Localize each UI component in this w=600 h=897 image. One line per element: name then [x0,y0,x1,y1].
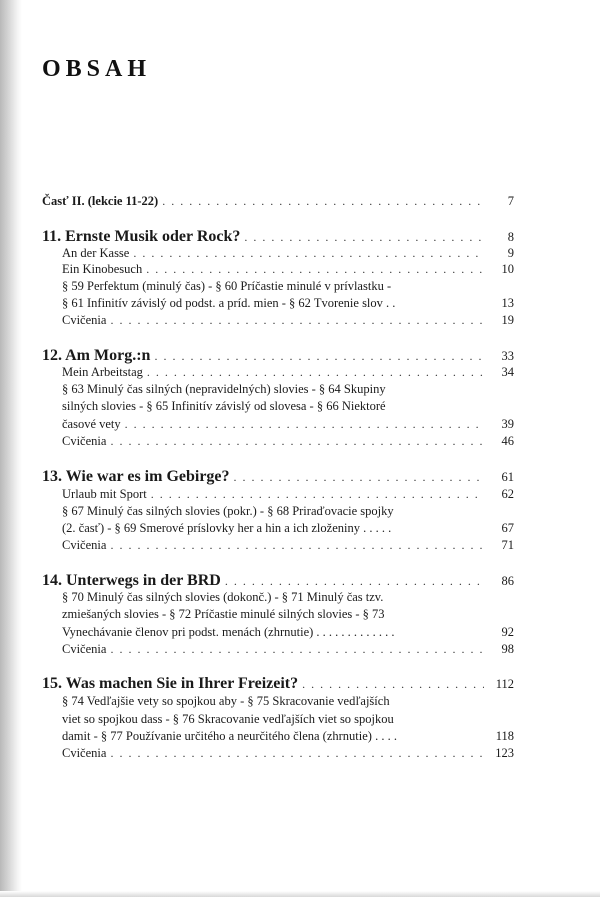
chapter-heading: 15. Was machen Sie in Ihrer Freizeit? [42,675,299,692]
dot-leader [110,433,484,449]
toc-page-number: 123 [495,746,514,760]
toc-page-number: 112 [495,677,514,691]
toc-page-number: 62 [501,487,514,501]
toc-entry-text-line[interactable]: § 70 Minulý čas silných slovies (dokonč.) - § 71 Minulý čas tzv. [62,590,384,604]
chapter-heading: 11. Ernste Musik oder Rock? [42,228,241,245]
toc-entry-label: Ein Kinobesuch [62,262,143,276]
dot-leader [302,674,484,694]
toc-entry-label: damit - § 77 Používanie určitého a neurčitého člena (zhrnutie) . . . . [62,729,397,743]
toc-entry-label: An der Kasse [62,246,130,260]
toc-entry-text-line[interactable]: § 67 Minulý čas silných slovies (pokr.) - § 68 Priraďovacie spojky [62,504,394,518]
toc-entry-text-line[interactable]: § 74 Vedľajšie vety so spojkou aby - § 75 Skracovanie vedľajších [62,694,390,708]
dot-leader [125,416,484,432]
toc-entry[interactable] [62,295,514,311]
toc-page-number: 19 [501,313,514,327]
toc-entry-text-line[interactable]: viet so spojkou dass - § 76 Skracovanie vedľajších viet so spojkou [62,712,394,726]
toc-part-label: Časť II. (lekcie 11-22) [42,194,159,208]
dot-leader [146,261,484,277]
toc-entry-label: (2. časť) - § 69 Smerové príslovky her a hin a ich zloženiny . . . . . [62,521,392,535]
toc-chapter-14[interactable] [42,571,514,591]
dot-leader [234,467,484,487]
toc-entry-text-line[interactable]: zmiešaných slovies - § 72 Príčastie minulé silných slovies - § 73 [62,607,385,621]
toc-entry-label: Urlaub mit Sport [62,487,147,501]
toc-page-number: 46 [501,434,514,448]
dot-leader [110,745,484,761]
toc-chapter-13[interactable] [42,467,514,487]
toc-page-number: 118 [495,729,514,743]
toc-page-number: 10 [501,262,514,276]
toc-entry-label: časové vety [62,417,121,431]
dot-leader [225,571,484,591]
toc-page-number: 86 [501,574,514,588]
toc-page-number: 34 [501,365,514,379]
toc-entry[interactable] [62,364,514,380]
toc-page-number: 13 [501,296,514,310]
dot-leader [110,537,484,553]
toc-entry[interactable] [62,520,514,536]
toc-entry[interactable] [62,486,514,502]
toc-part-entry[interactable] [42,193,514,209]
chapter-heading: 12. Am Morg.:n [42,347,151,364]
toc-entry[interactable] [62,537,514,553]
toc-page-number: 39 [501,417,514,431]
dot-leader [133,245,484,261]
toc-entry-label: Cvičenia [62,538,107,552]
toc-entry[interactable] [62,433,514,449]
toc-entry-label: Cvičenia [62,746,107,760]
toc-entry-label: Cvičenia [62,642,107,656]
toc-chapter-15[interactable] [42,674,514,694]
toc-entry-label: Cvičenia [62,434,107,448]
toc-entry[interactable] [62,261,514,277]
toc-entry-text-line[interactable]: § 63 Minulý čas silných (nepravidelných) slovies - § 64 Skupiny [62,382,386,396]
toc-page-number: 8 [507,230,514,244]
toc-entry-label: Cvičenia [62,313,107,327]
dot-leader [162,193,484,209]
page-gutter-shadow [0,0,22,897]
dot-leader [244,227,484,247]
chapter-heading: 14. Unterwegs in der BRD [42,572,221,589]
toc-entry[interactable] [62,245,514,261]
toc-entry-label: Mein Arbeitstag [62,365,143,379]
toc-entry[interactable] [62,641,514,657]
dot-leader [151,486,484,502]
toc-page-number: 98 [501,642,514,656]
toc-entry[interactable] [62,312,514,328]
dot-leader [147,364,484,380]
toc-chapter-12[interactable] [42,346,514,366]
toc-page-number: 61 [501,470,514,484]
toc-page-number: 92 [501,625,514,639]
page-bottom-edge [0,891,600,897]
toc-page-number: 67 [501,521,514,535]
toc-entry[interactable] [62,624,514,640]
dot-leader [110,312,484,328]
page-title: OBSAH [42,56,152,82]
toc-entry-text-line[interactable]: § 59 Perfektum (minulý čas) - § 60 Príčastie minulé v prívlastku - [62,279,392,293]
dot-leader [110,641,484,657]
toc-page-number: 9 [507,246,514,260]
toc-page-number: 7 [507,194,514,208]
toc-entry-label: Vynechávanie členov pri podst. menách (zhrnutie) . . . . . . . . . . . . . [62,625,395,639]
toc-entry[interactable] [62,728,514,744]
toc-page-number: 33 [501,349,514,363]
chapter-heading: 13. Wie war es im Gebirge? [42,468,230,485]
toc-entry[interactable] [62,416,514,432]
toc-entry-label: § 61 Infinitív závislý od podst. a príd. mien - § 62 Tvorenie slov . . [62,296,396,310]
toc-entry[interactable] [62,745,514,761]
dot-leader [154,346,484,366]
toc-chapter-11[interactable] [42,227,514,247]
toc-entry-text-line[interactable]: silných slovies - § 65 Infinitív závislý od slovesa - § 66 Niektoré [62,399,386,413]
toc-page-number: 71 [501,538,514,552]
